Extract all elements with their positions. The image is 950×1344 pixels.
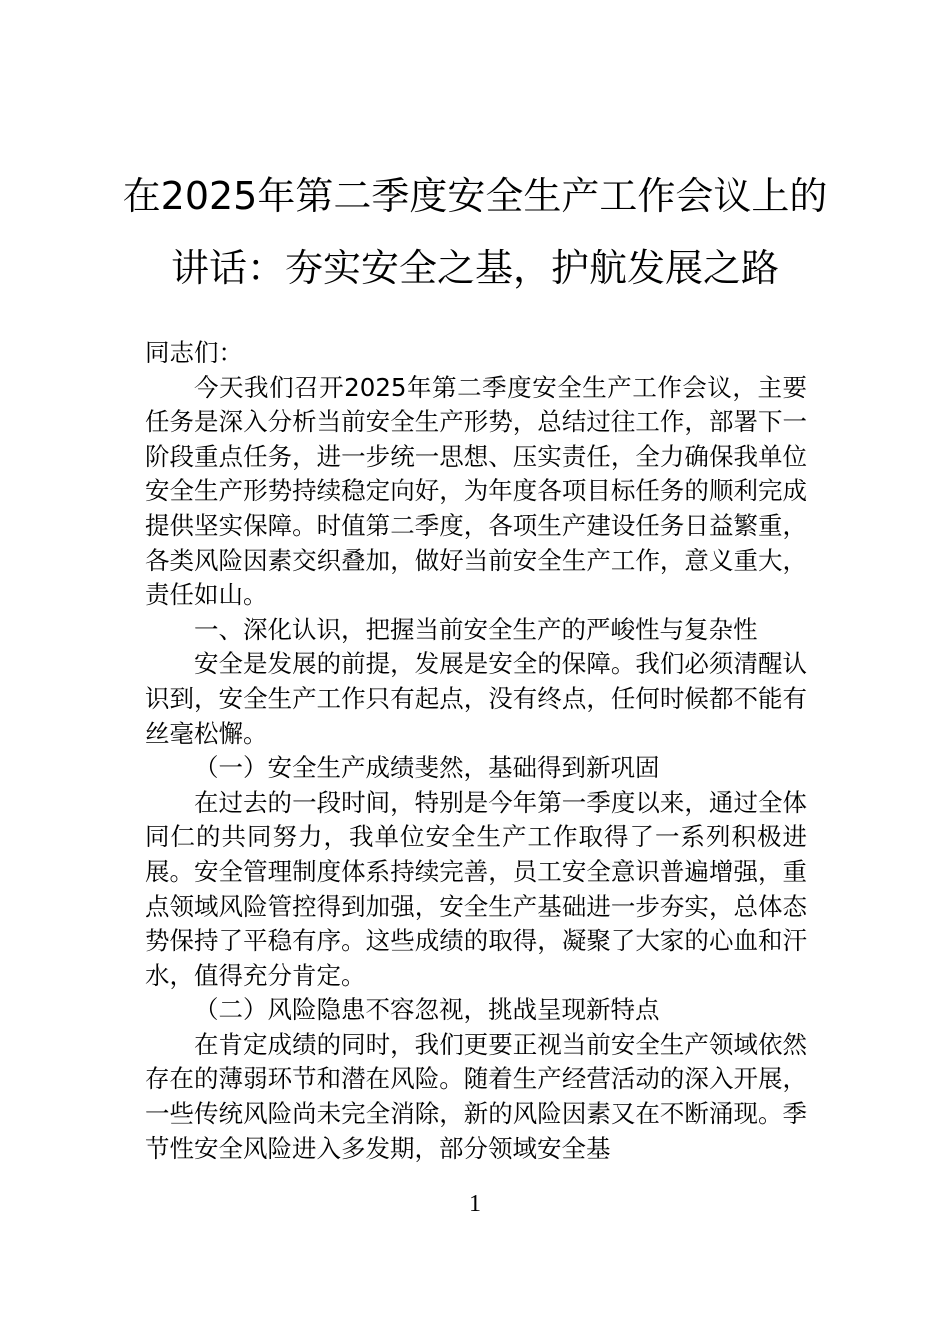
document-body: [145, 336, 807, 1166]
document-title-line-1: 在2025年第二季度安全生产工作会议上的: [122, 174, 828, 218]
paragraph-subsection-2: 在肯定成绩的同时，我们更要正视当前安全生产领域依然存在的薄弱环节和潜在风险。随着生产经营活动的深入开展，一些传统风险尚未完全消除，新的风险因素又在不断涌现。季节性安全风险进入多发期，部分领域安全基: [145, 1029, 807, 1163]
paragraph-section-1: 安全是发展的前提，发展是安全的保障。我们必须清醒认识到，安全生产工作只有起点，没有终点，任何时候都不能有丝毫松懈。: [145, 649, 807, 748]
subsection-heading-1: （一）安全生产成绩斐然，基础得到新巩固: [194, 753, 660, 783]
section-heading-1: 一、深化认识，把握当前安全生产的严峻性与复杂性: [194, 614, 758, 644]
page-number: 1: [469, 1191, 481, 1217]
salutation: 同志们：: [145, 338, 243, 367]
paragraph-subsection-1: 在过去的一段时间，特别是今年第一季度以来，通过全体同仁的共同努力，我单位安全生产工作取得了一系列积极进展。安全管理制度体系持续完善，员工安全意识普遍增强，重点领域风险管控得到加强，安全生产基础进一步夯实，总体态势保持了平稳有序。这些成绩的取得，凝聚了大家的心血和汗水，值得充分肯定。: [145, 787, 807, 990]
subsection-heading-2: （二）风险隐患不容忽视，挑战呈现新特点: [194, 995, 660, 1025]
document-title-line-2: 讲话：夯实安全之基，护航发展之路: [170, 246, 779, 290]
paragraph-intro: 今天我们召开2025年第二季度安全生产工作会议，主要任务是深入分析当前安全生产形势，总结过往工作，部署下一阶段重点任务，进一步统一思想、压实责任，全力确保我单位安全生产形势持续稳定向好，为年度各项目标任务的顺利完成提供坚实保障。时值第二季度，各项生产建设任务日益繁重，各类风险因素交织叠加，做好当前安全生产工作，意义重大，责任如山。: [145, 372, 807, 610]
